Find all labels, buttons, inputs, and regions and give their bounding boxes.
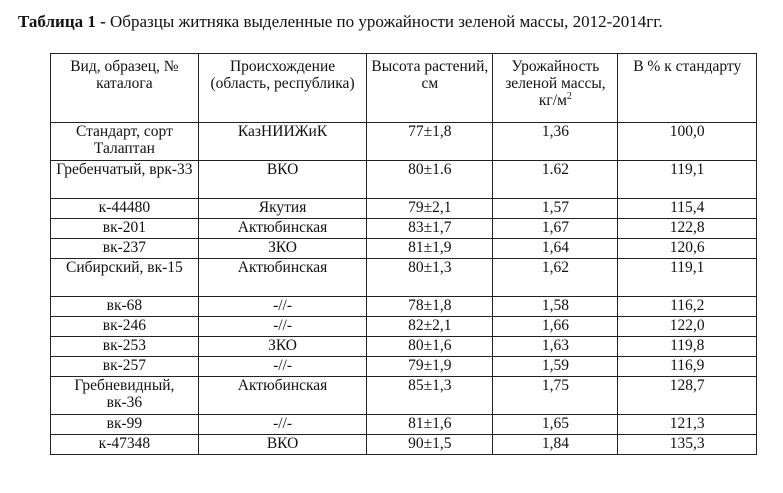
cell-origin: ЗКО: [198, 239, 366, 259]
table-row: [51, 123, 757, 161]
table-row: [51, 239, 757, 259]
table-row: [51, 377, 757, 415]
table-row: [51, 259, 757, 297]
cell-yield: 1,63: [493, 337, 618, 357]
cell-species: вк-68: [51, 297, 199, 317]
cell-yield: 1,62: [493, 259, 618, 297]
header-percent: В % к стандарту: [618, 54, 757, 123]
cell-yield: 1.62: [493, 161, 618, 199]
cell-yield: 1,57: [493, 199, 618, 219]
cell-percent: 100,0: [618, 123, 757, 161]
cell-origin: Актюбинская: [198, 377, 366, 415]
cell-origin: КазНИИЖиК: [198, 123, 366, 161]
table-caption-text: Образцы житняка выделенные по урожайности зеленой массы, 2012-2014гг.: [105, 12, 663, 31]
cell-species: к-47348: [51, 435, 199, 455]
table-body: [51, 123, 757, 455]
cell-percent: 128,7: [618, 377, 757, 415]
cell-origin: ВКО: [198, 161, 366, 199]
header-yield-unit-power: 2: [566, 90, 572, 102]
table-row: [51, 317, 757, 337]
cell-percent: 122,0: [618, 317, 757, 337]
cell-height: 79±1,9: [367, 357, 493, 377]
cell-species: вк-99: [51, 415, 199, 435]
cell-height: 85±1,3: [367, 377, 493, 415]
cell-height: 78±1,8: [367, 297, 493, 317]
table-row: [51, 161, 757, 199]
cell-origin: -//-: [198, 415, 366, 435]
cell-origin: Актюбинская: [198, 219, 366, 239]
header-yield-text: Урожайность зеленой массы, кг/м: [505, 58, 606, 109]
cell-percent: 135,3: [618, 435, 757, 455]
cell-species: вк-253: [51, 337, 199, 357]
yield-table: [50, 53, 757, 455]
header-species: Вид, образец, № каталога: [51, 54, 199, 123]
cell-percent: 119,1: [618, 161, 757, 199]
cell-yield: 1,84: [493, 435, 618, 455]
cell-height: 80±1.6: [367, 161, 493, 199]
cell-origin: Актюбинская: [198, 259, 366, 297]
cell-origin: ВКО: [198, 435, 366, 455]
cell-height: 81±1,9: [367, 239, 493, 259]
cell-species: Сибирский, вк-15: [51, 259, 199, 297]
cell-yield: 1,64: [493, 239, 618, 259]
cell-percent: 120,6: [618, 239, 757, 259]
cell-percent: 115,4: [618, 199, 757, 219]
cell-species: вк-237: [51, 239, 199, 259]
cell-height: 90±1,5: [367, 435, 493, 455]
cell-origin: -//-: [198, 317, 366, 337]
cell-percent: 122,8: [618, 219, 757, 239]
cell-percent: 116,9: [618, 357, 757, 377]
cell-height: 82±2,1: [367, 317, 493, 337]
header-height: Высота растений, см: [367, 54, 493, 123]
cell-yield: 1,65: [493, 415, 618, 435]
cell-percent: 119,8: [618, 337, 757, 357]
cell-yield: 1,75: [493, 377, 618, 415]
cell-yield: 1,58: [493, 297, 618, 317]
cell-species: к-44480: [51, 199, 199, 219]
cell-origin: Якутия: [198, 199, 366, 219]
cell-yield: 1,66: [493, 317, 618, 337]
header-yield: [493, 54, 618, 123]
cell-percent: 119,1: [618, 259, 757, 297]
cell-percent: 116,2: [618, 297, 757, 317]
table-row: [51, 435, 757, 455]
cell-species: Гребневидный, вк-36: [51, 377, 199, 415]
header-origin: Происхождение (область, республика): [198, 54, 366, 123]
table-row: [51, 199, 757, 219]
cell-height: 83±1,7: [367, 219, 493, 239]
cell-height: 80±1,6: [367, 337, 493, 357]
cell-species: Стандарт, сорт Талаптан: [51, 123, 199, 161]
cell-species: Гребенчатый, врк-33: [51, 161, 199, 199]
cell-species: вк-201: [51, 219, 199, 239]
cell-height: 80±1,3: [367, 259, 493, 297]
table-header: [51, 54, 757, 123]
table-row: [51, 357, 757, 377]
cell-origin: -//-: [198, 357, 366, 377]
table-row: [51, 415, 757, 435]
cell-species: вк-246: [51, 317, 199, 337]
table-row: [51, 219, 757, 239]
cell-origin: ЗКО: [198, 337, 366, 357]
table-caption: [18, 12, 778, 32]
cell-height: 81±1,6: [367, 415, 493, 435]
cell-species: вк-257: [51, 357, 199, 377]
cell-origin: -//-: [198, 297, 366, 317]
cell-yield: 1,59: [493, 357, 618, 377]
table-row: [51, 337, 757, 357]
cell-height: 79±2,1: [367, 199, 493, 219]
cell-height: 77±1,8: [367, 123, 493, 161]
cell-percent: 121,3: [618, 415, 757, 435]
header-row: [51, 54, 757, 123]
table-row: [51, 297, 757, 317]
cell-yield: 1,67: [493, 219, 618, 239]
table-caption-label: Таблица 1 -: [18, 12, 106, 31]
cell-yield: 1,36: [493, 123, 618, 161]
